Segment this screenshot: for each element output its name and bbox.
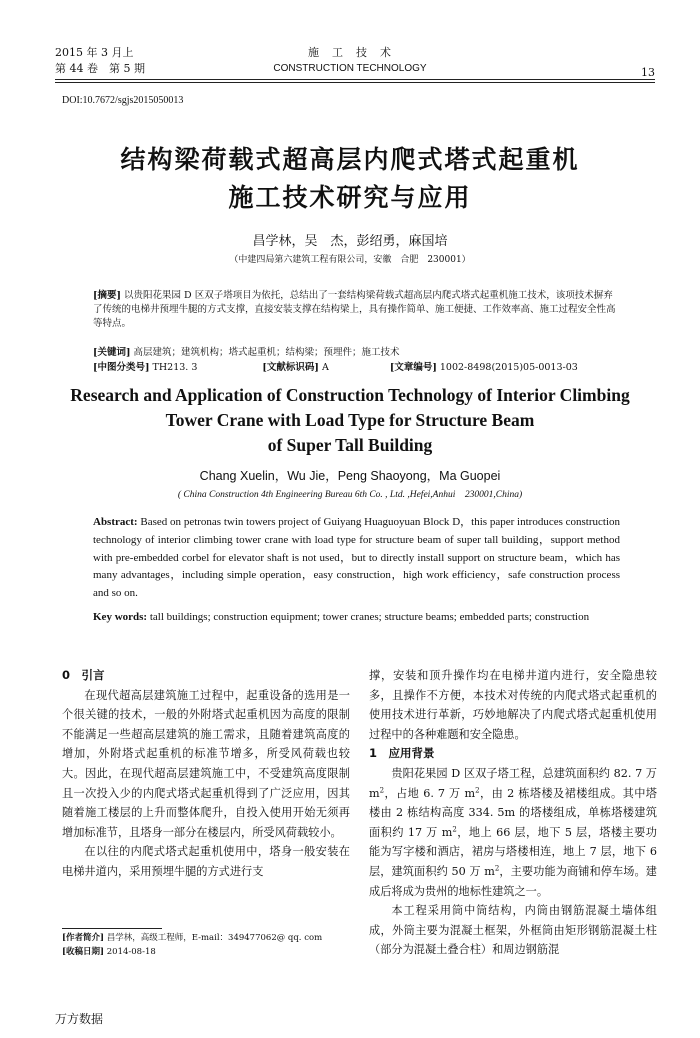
right-column	[369, 666, 657, 960]
p2-part-a: 贵阳花果园 D 区双子塔工程，总建筑面积约 82. 7 万 m	[369, 766, 657, 800]
received-date	[62, 946, 362, 959]
article-no-value: 1002-8498(2015)05-0013-03	[439, 362, 578, 373]
volume-issue: 第 44 卷 第 5 期	[55, 62, 145, 75]
keywords-en	[93, 609, 620, 627]
title-cn-line1: 结构梁荷载式超高层内爬式塔式起重机	[120, 145, 580, 174]
clc-label: [中图分类号]	[93, 362, 150, 373]
affiliation-cn: （中建四局第六建筑工程有限公司，安徽 合肥 230001）	[229, 255, 471, 265]
received-label: [收稿日期]	[62, 947, 105, 957]
journal-title-en: CONSTRUCTION TECHNOLOGY	[273, 63, 427, 74]
p2-part-b: ，占地 6. 7 万 m	[384, 786, 476, 800]
article-no-label: [文章编号]	[389, 362, 437, 373]
abstract-cn-text: 以贵阳花果园 D 区双子塔项目为依托，总结出了一套结构梁荷载式超高层内爬式塔式起重机施工技术，该项技术摒弃了传统的电梯井预埋牛腿的方式支撑，直接安装支撑在结构梁上，具有操作简单、施工便捷、工作效率高、施工过程安全性高等特点。	[93, 290, 616, 330]
p2-part-e: ，主要功能为商铺和停车场。建成后将成为贵州的地标性建筑之一。	[369, 864, 657, 898]
superscript-2c: 2	[452, 825, 457, 834]
abstract-en	[93, 514, 620, 603]
intro-paragraph-2: 在以往的内爬式塔式起重机使用中，塔身一般安装在电梯井道内，采用预埋牛腿的方式进行支	[62, 845, 350, 878]
keywords-cn	[93, 346, 620, 360]
right-paragraph-3: 本工程采用筒中筒结构，内筒由钢筋混凝土墙体组成，外筒主要为混凝土框架，外框筒由矩形钢筋混凝土柱（部分为混凝土叠合柱）和周边钢筋混	[369, 904, 657, 957]
keywords-en-label: Key words:	[93, 611, 148, 623]
author-note-label: [作者简介]	[62, 933, 105, 943]
author-note-text: 昌学林，高级工程师，E-mail：349477062@ qq. com	[106, 933, 323, 943]
authors-cn: 昌学林，吴 杰，彭绍勇，麻国培	[252, 234, 448, 249]
p2-part-d: ，地上 66 层，地下 5 层，塔楼主要功能为写字楼和酒店，裙房与塔楼相连，地上 7 层，地下 6 层，建筑面积约 50 万 m	[369, 825, 657, 878]
section-0-heading: 0 引言	[62, 668, 105, 682]
doc-code-label: [文献标识码]	[262, 362, 319, 373]
abstract-en-label: Abstract:	[93, 516, 138, 528]
footnote-rule	[62, 928, 162, 929]
keywords-cn-text: 高层建筑；建筑机构；塔式起重机；结构梁；预埋件；施工技术	[133, 347, 400, 358]
authors-en: Chang Xuelin，Wu Jie，Peng Shaoyong，Ma Guopei	[199, 469, 501, 483]
page-number: 13	[641, 66, 655, 79]
journal-title-cn: 施 工 技 术	[308, 46, 392, 59]
abstract-cn	[93, 289, 620, 332]
section-1-heading: 1 应用背景	[369, 746, 435, 761]
author-note	[62, 932, 362, 945]
p2-part-c: ，由 2 栋塔楼及裙楼组成。其中塔楼由 2 栋结构高度 334. 5m 的塔楼组成，单栋塔楼建筑面积约 17 万 m	[369, 786, 657, 839]
affiliation-en: ( China Construction 4th Engineering Bureau 6th Co. , Ltd. ,Hefei,Anhui 230001,China)	[177, 490, 523, 500]
clc-value: TH213. 3	[152, 362, 198, 373]
title-en-line2: Tower Crane with Load Type for Structure Beam	[165, 410, 535, 430]
watermark: 万方数据	[55, 1012, 104, 1026]
keywords-cn-label: [关键词]	[93, 347, 131, 358]
superscript-2a: 2	[379, 785, 385, 794]
title-en-line3: of Super Tall Building	[267, 435, 433, 455]
received-value: 2014-08-18	[106, 947, 156, 957]
title-en-line1: Research and Application of Construction Technology of Interior Climbing	[70, 385, 630, 405]
superscript-2d: 2	[494, 864, 500, 873]
superscript-2b: 2	[475, 785, 480, 794]
doi: DOI:10.7672/sgjs2015050013	[62, 95, 184, 106]
header-rule-2	[55, 82, 655, 83]
title-cn-line2: 施工技术研究与应用	[228, 183, 472, 212]
header-rule	[55, 79, 655, 80]
abstract-en-text: Based on petronas twin towers project of Guiyang Huaguoyuan Block D，this paper introduces construction technology of interior climbing tower crane with load type for structure beam of super tall building，support method with pre-embedded corbel for elevator shaft is not used，but to directly install support on structure beam，which has many advantages，including simple operation，easy construction，high work efficiency，safe construction process and so on.	[93, 516, 621, 600]
intro-paragraph-1: 在现代超高层建筑施工过程中，起重设备的选用是一个很关键的技术，一般的外附塔式起重机因为高度的限制不能满足一些超高层建筑的施工需求，且随着建筑高度的增加，外附塔式起重机的标准节增多，所受风荷载也较大。因此，在现代超高层建筑施工中，不受建筑高度限制且一次投入少的内爬式塔式起重机得到了广泛应用，因其随着施工楼层的上升而整体爬升，自投入使用开始无须再增加标准节，且塔身一部分在楼层内，所受风荷载较小。	[62, 688, 350, 839]
left-column	[62, 666, 350, 882]
keywords-en-text: tall buildings; construction equipment; tower cranes; structure beams; embedded parts; construction	[149, 611, 590, 623]
issue-date: 2015 年 3 月上	[55, 46, 134, 59]
doc-code-value: A	[321, 362, 329, 373]
right-paragraph-1: 撑，安装和顶升操作均在电梯井道内进行，安全隐患较多，且操作不方便，本技术对传统的内爬式塔式起重机的使用技术进行革新，巧妙地解决了内爬式塔式起重机使用过程中的各种难题和安全隐患。	[369, 669, 657, 741]
classification-line	[93, 361, 620, 375]
right-paragraph-2	[369, 764, 657, 901]
abstract-cn-label: [摘要]	[93, 290, 121, 301]
